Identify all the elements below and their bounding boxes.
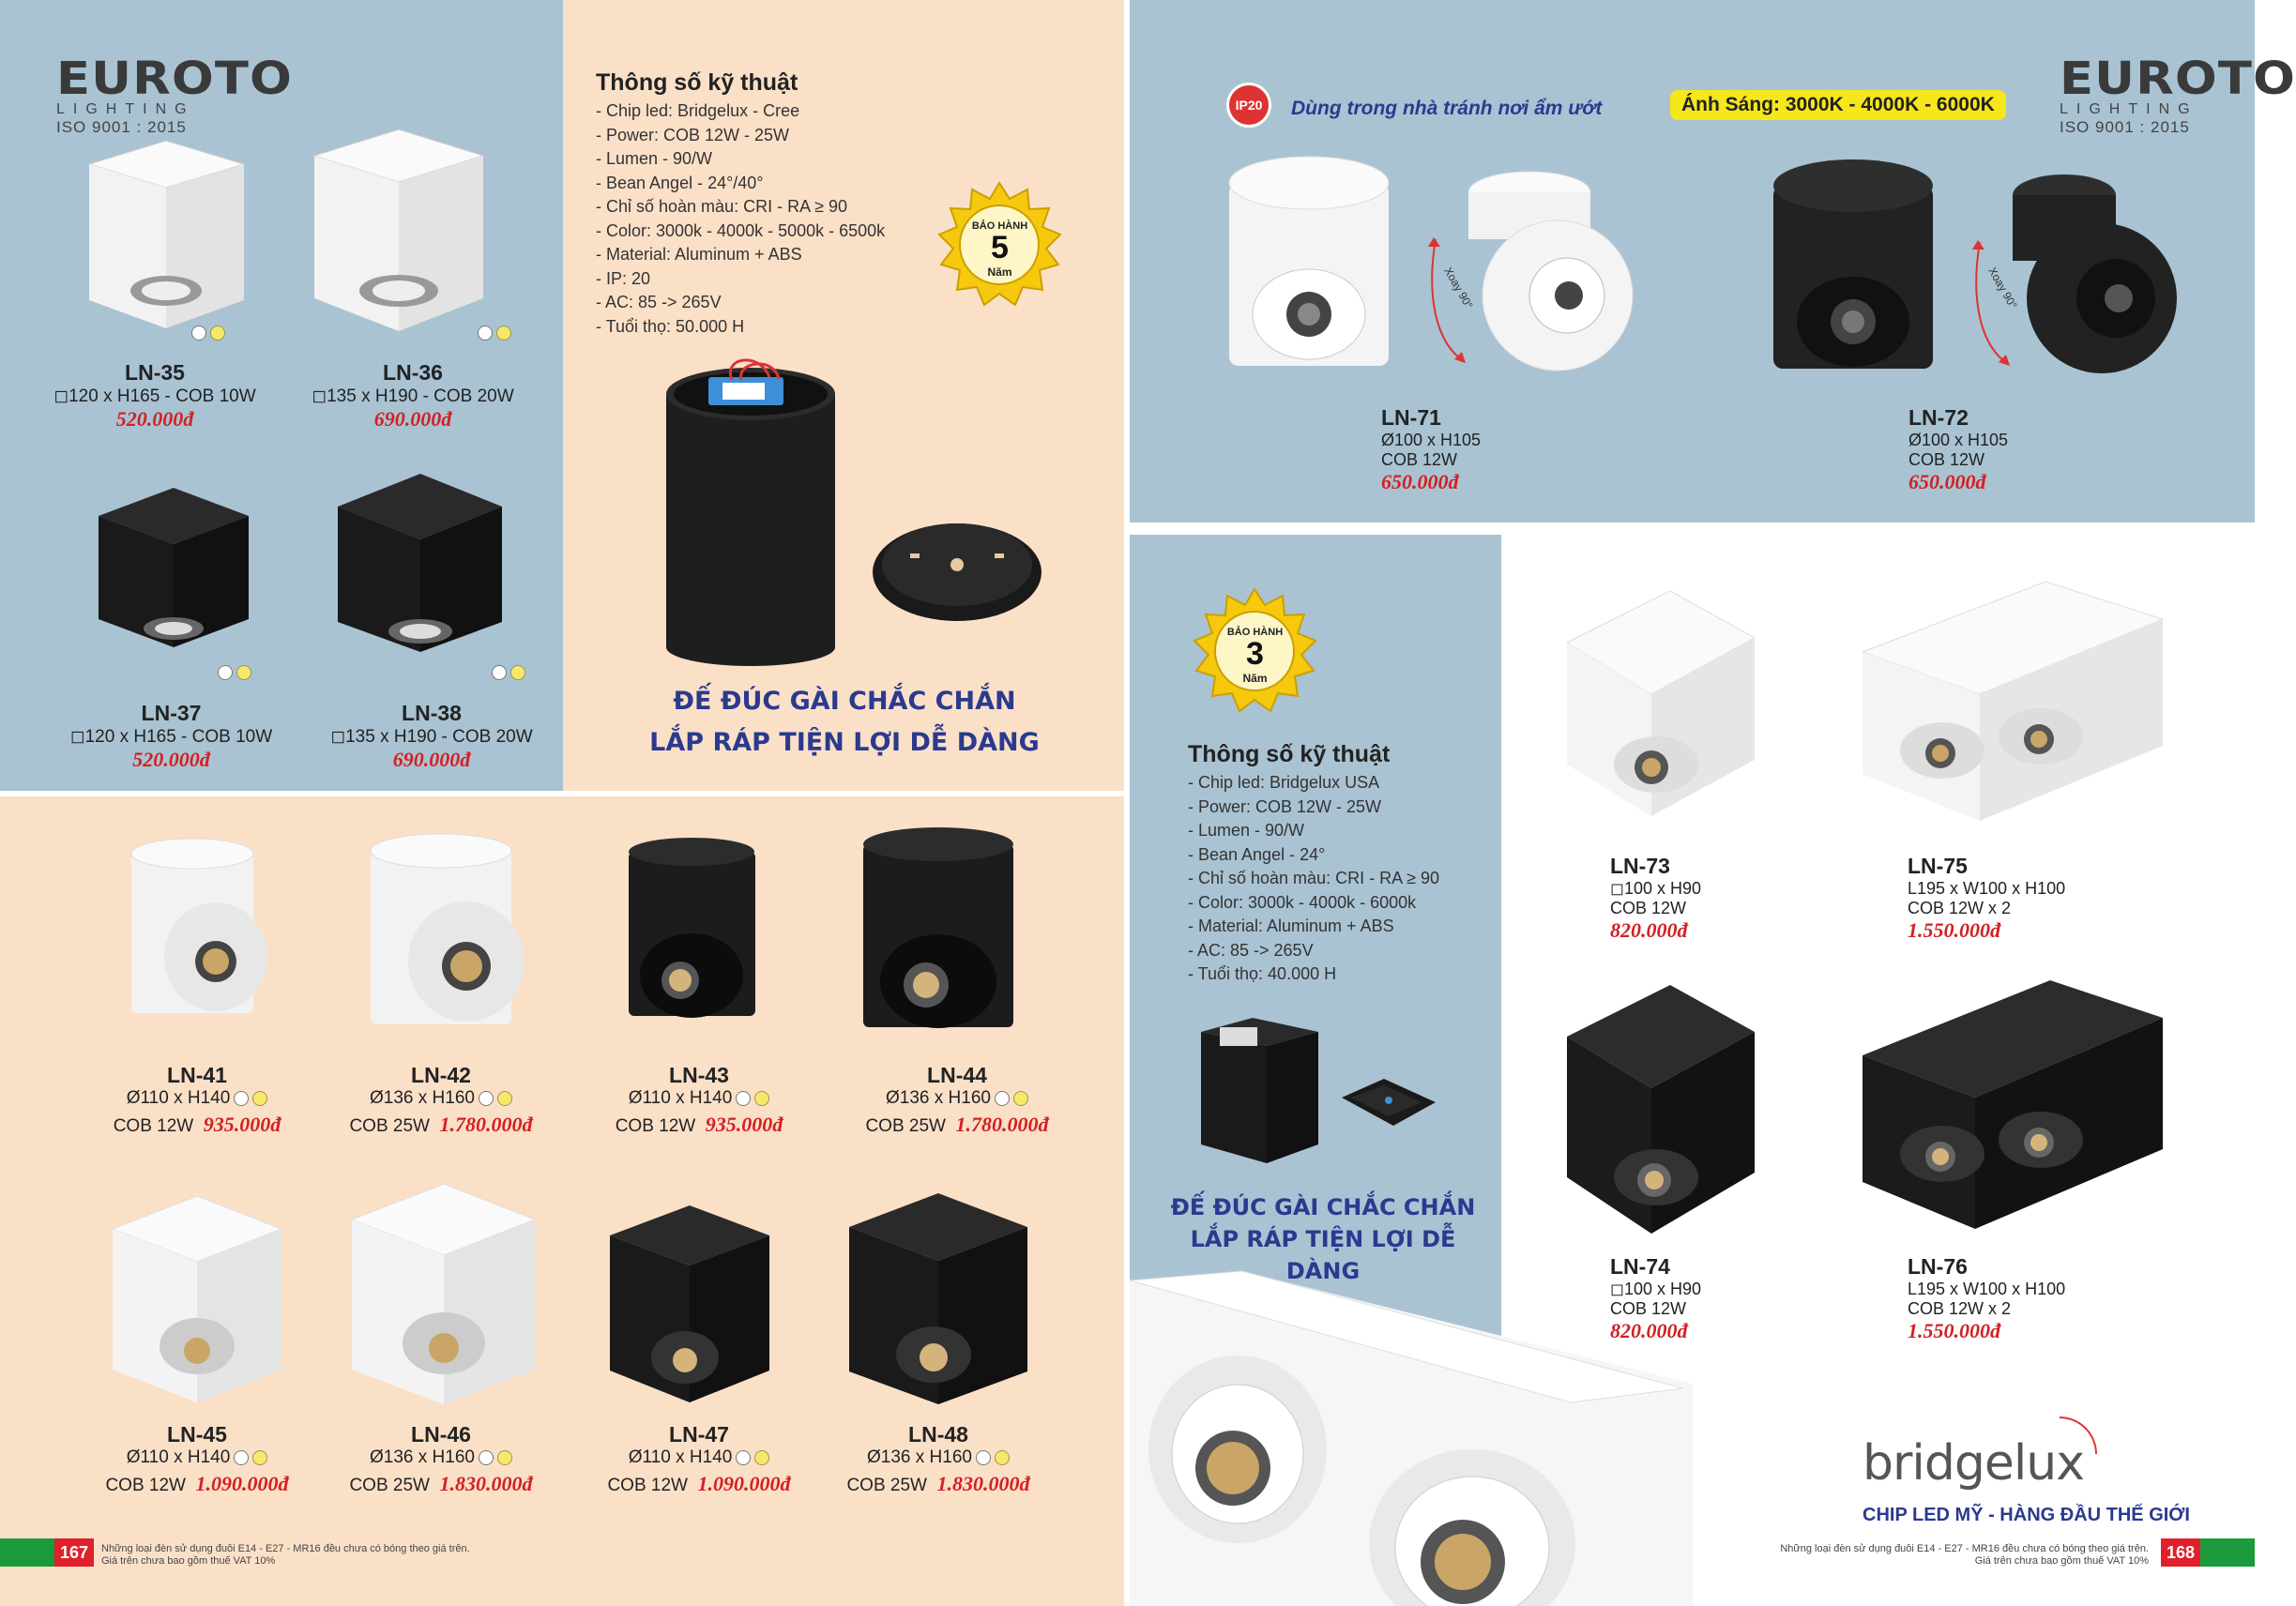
- dims-label: Ø110 x H140: [628, 1447, 733, 1467]
- product-info-ln43: [586, 1063, 812, 1137]
- product-info-ln72: [1908, 405, 2008, 494]
- model-label: LN-74: [1610, 1254, 1670, 1279]
- product-info-ln35: [47, 360, 263, 432]
- price-label: 1.550.000đ: [1908, 1319, 2000, 1342]
- product-image-ln48: [849, 1193, 1027, 1404]
- spec-item: - Power: COB 12W - 25W: [1188, 796, 1382, 816]
- badge-bottom-text: Năm: [1242, 672, 1268, 685]
- warm-option-icon: [510, 665, 525, 680]
- brand-iso: ISO 9001 : 2015: [56, 118, 187, 136]
- white-option-icon: [191, 326, 206, 341]
- dims-label: Ø136 x H160: [886, 1088, 991, 1108]
- product-image-ln38: [338, 474, 502, 652]
- price-label: 690.000đ: [392, 748, 471, 771]
- power-label: COB 25W: [865, 1116, 946, 1136]
- warranty-badge-3: [1192, 589, 1318, 716]
- dims-label: ◻135 x H190 - COB 20W: [330, 727, 533, 747]
- color-options-ln36: [474, 325, 511, 341]
- dims-label: ◻120 x H165 - COB 10W: [69, 727, 273, 747]
- power-label: COB 12W: [1610, 1299, 1687, 1318]
- spec-item: - Chỉ số hoàn màu: CRI - RA ≥ 90: [596, 197, 847, 216]
- dims-label: Ø136 x H160: [370, 1447, 475, 1467]
- brand-sub: LIGHTING: [56, 101, 195, 117]
- dims-label: ◻120 x H165 - COB 10W: [53, 386, 256, 406]
- badge-top-text: BẢO HÀNH: [1226, 627, 1284, 638]
- model-label: LN-73: [1610, 854, 1670, 878]
- price-label: 520.000đ: [115, 407, 194, 431]
- model-label: LN-38: [402, 701, 462, 725]
- spec-item: - Material: Aluminum + ABS: [1188, 917, 1394, 935]
- product-info-ln37: [61, 701, 281, 772]
- white-option-icon: [736, 1091, 751, 1106]
- price-label: 935.000đ: [705, 1113, 783, 1136]
- price-label: 935.000đ: [203, 1113, 281, 1136]
- product-image-cylinder-driver: [657, 356, 1051, 666]
- product-image-ln71: [1220, 155, 1651, 399]
- specs-title: Thông số kỹ thuật: [596, 69, 798, 96]
- badge-top-text: BẢO HÀNH: [971, 220, 1028, 232]
- white-option-icon: [234, 1091, 249, 1106]
- spec-item: - Bean Angel - 24°: [1188, 844, 1326, 864]
- warm-option-icon: [236, 665, 251, 680]
- warm-option-icon: [252, 1091, 267, 1106]
- power-label: COB 12W: [615, 1116, 696, 1136]
- light-temp-label: Ánh Sáng: 3000K - 4000K - 6000K: [1670, 90, 2006, 120]
- price-label: 1.090.000đ: [697, 1472, 791, 1495]
- brand-name: EUROTO: [56, 53, 293, 105]
- power-label: COB 12W: [1908, 450, 1985, 469]
- product-info-ln48: [826, 1422, 1051, 1496]
- brand-logo-left: [56, 53, 293, 137]
- footnote-line: Giá trên chưa bao gồm thuế VAT 10%: [101, 1555, 276, 1567]
- specs-title: Thông số kỹ thuật: [1188, 741, 1391, 767]
- product-image-box-base: [1196, 1018, 1440, 1168]
- dims-label: Ø110 x H140: [126, 1088, 231, 1108]
- price-label: 1.830.000đ: [439, 1472, 533, 1495]
- product-info-ln44: [844, 1063, 1070, 1137]
- product-image-ln75: [1858, 582, 2167, 821]
- dims-label: ◻100 x H90: [1610, 879, 1701, 898]
- brand-iso: ISO 9001 : 2015: [2060, 118, 2190, 136]
- slogan-line: LẮP RÁP TIỆN LỢI DỄ DÀNG: [1190, 1226, 1456, 1284]
- spec-item: - Color: 3000k - 4000k - 6000k: [1188, 892, 1417, 912]
- power-label: COB 12W: [1610, 899, 1687, 917]
- rotate-label: Xoay 90°: [1985, 265, 2020, 311]
- footnote-left: [101, 1543, 664, 1568]
- price-label: 650.000đ: [1908, 470, 1986, 493]
- price-label: 820.000đ: [1610, 1319, 1688, 1342]
- spec-item: - AC: 85 -> 265V: [596, 293, 722, 311]
- white-option-icon: [479, 1450, 494, 1465]
- product-info-ln74: [1610, 1254, 1701, 1343]
- product-info-ln38: [319, 701, 544, 772]
- spec-item: - Material: Aluminum + ABS: [596, 245, 802, 264]
- product-image-ln37: [99, 488, 249, 647]
- spec-item: - Tuổi thọ: 50.000 H: [596, 316, 745, 336]
- power-label: COB 25W: [349, 1116, 430, 1136]
- product-info-ln73: [1610, 854, 1701, 943]
- dims-label: Ø100 x H105: [1381, 431, 1482, 449]
- color-options-ln35: [188, 325, 225, 341]
- specs-block-left: [596, 69, 885, 339]
- page-number-left: 167: [54, 1538, 94, 1567]
- slogan-line: ĐẾ ĐÚC GÀI CHẮC CHẮN: [1170, 1194, 1476, 1220]
- white-option-icon: [234, 1450, 249, 1465]
- product-info-ln42: [328, 1063, 554, 1137]
- product-info-ln47: [582, 1422, 816, 1496]
- product-info-ln41: [84, 1063, 310, 1137]
- white-option-icon: [976, 1450, 991, 1465]
- rotate-label: Xoay 90°: [1441, 265, 1476, 311]
- white-option-icon: [479, 1091, 494, 1106]
- dims-label: Ø110 x H140: [628, 1088, 733, 1108]
- specs-block-right: [1188, 741, 1439, 987]
- ip-text: Dùng trong nhà tránh nơi ẩm ướt: [1291, 98, 1603, 119]
- model-label: LN-43: [669, 1063, 729, 1087]
- warm-option-icon: [210, 326, 225, 341]
- ip20-badge: IP20: [1226, 83, 1271, 128]
- footnote-line: Những loại đèn sử dụng đuôi E14 - E27 - MR16 đều chưa có bóng theo giá trên.: [101, 1543, 470, 1554]
- warm-option-icon: [995, 1450, 1010, 1465]
- warm-option-icon: [1013, 1091, 1028, 1106]
- spec-item: - Lumen - 90/W: [596, 149, 713, 168]
- power-label: COB 25W: [349, 1476, 430, 1495]
- spec-item: - Tuổi thọ: 40.000 H: [1188, 964, 1337, 983]
- color-options-ln37: [214, 664, 251, 681]
- spec-item: - IP: 20: [596, 268, 651, 288]
- price-label: 1.780.000đ: [439, 1113, 533, 1136]
- spec-item: - Chỉ số hoàn màu: CRI - RA ≥ 90: [1188, 869, 1439, 887]
- color-options-ln38: [488, 664, 525, 681]
- price-label: 1.090.000đ: [195, 1472, 289, 1495]
- model-label: LN-42: [411, 1063, 471, 1087]
- model-label: LN-37: [141, 701, 202, 725]
- warm-option-icon: [754, 1450, 769, 1465]
- dims-label: L195 x W100 x H100: [1908, 1280, 2066, 1298]
- product-info-ln75: [1908, 854, 2065, 943]
- model-label: LN-48: [908, 1422, 968, 1447]
- product-image-ln45: [113, 1196, 281, 1402]
- product-info-ln46: [328, 1422, 554, 1496]
- badge-bottom-text: Năm: [987, 265, 1012, 279]
- product-image-ln46: [352, 1184, 535, 1404]
- product-image-ln47: [610, 1205, 769, 1402]
- product-info-ln71: [1381, 405, 1481, 494]
- white-option-icon: [995, 1091, 1010, 1106]
- dims-label: Ø100 x H105: [1908, 431, 2009, 449]
- dims-label: ◻100 x H90: [1610, 1280, 1701, 1298]
- brand-logo-right: [2060, 53, 2296, 137]
- spec-item: - Lumen - 90/W: [1188, 821, 1305, 840]
- model-label: LN-71: [1381, 405, 1441, 430]
- product-info-ln45: [84, 1422, 310, 1496]
- warm-option-icon: [252, 1450, 267, 1465]
- warm-option-icon: [496, 326, 511, 341]
- dims-label: Ø136 x H160: [370, 1088, 475, 1108]
- white-option-icon: [736, 1450, 751, 1465]
- price-label: 690.000đ: [373, 407, 452, 431]
- product-image-ln35: [89, 141, 244, 328]
- warm-option-icon: [497, 1091, 512, 1106]
- spec-item: - Color: 3000k - 4000k - 5000k - 6500k: [596, 220, 886, 240]
- power-label: COB 25W: [846, 1476, 927, 1495]
- product-image-ln43: [624, 835, 765, 1032]
- product-image-closeup: [1130, 1271, 1693, 1606]
- price-label: 650.000đ: [1381, 470, 1459, 493]
- power-label: COB 12W x 2: [1908, 899, 2012, 917]
- power-label: COB 12W: [607, 1476, 688, 1495]
- spec-item: - Bean Angel - 24°/40°: [596, 173, 764, 192]
- slogan-line: ĐẾ ĐÚC GÀI CHẮC CHẮN: [673, 687, 1016, 716]
- power-label: COB 12W: [105, 1476, 186, 1495]
- product-info-ln76: [1908, 1254, 2065, 1343]
- slogan-line: LẮP RÁP TIỆN LỢI DỄ DÀNG: [649, 728, 1040, 757]
- power-label: COB 12W: [1381, 450, 1458, 469]
- warranty-badge-5: [936, 183, 1063, 310]
- dims-label: ◻135 x H190 - COB 20W: [312, 386, 514, 406]
- model-label: LN-75: [1908, 854, 1968, 878]
- footnote-right: [1773, 1543, 2149, 1568]
- model-label: LN-44: [927, 1063, 987, 1087]
- model-label: LN-36: [383, 360, 443, 385]
- price-label: 1.780.000đ: [955, 1113, 1049, 1136]
- footnote-line: Những loại đèn sử dụng đuôi E14 - E27 - MR16 đều chưa có bóng theo giá trên.: [1780, 1543, 2149, 1554]
- price-label: 1.830.000đ: [936, 1472, 1030, 1495]
- bridgelux-tagline: CHIP LED MỸ - HÀNG ĐẦU THẾ GIỚI: [1863, 1505, 2190, 1525]
- product-info-ln36: [300, 360, 525, 432]
- product-image-ln36: [314, 129, 483, 331]
- spec-item: - Chip led: Bridgelux - Cree: [596, 101, 800, 120]
- model-label: LN-41: [167, 1063, 227, 1087]
- dims-label: Ø136 x H160: [867, 1447, 972, 1467]
- footnote-line: Giá trên chưa bao gồm thuế VAT 10%: [1974, 1555, 2149, 1567]
- product-image-ln42: [361, 830, 535, 1046]
- model-label: LN-47: [669, 1422, 729, 1447]
- dims-label: L195 x W100 x H100: [1908, 879, 2066, 898]
- model-label: LN-45: [167, 1422, 227, 1447]
- model-label: LN-35: [125, 360, 185, 385]
- white-option-icon: [492, 665, 507, 680]
- warm-option-icon: [754, 1091, 769, 1106]
- badge-number: 5: [991, 230, 1009, 265]
- model-label: LN-72: [1908, 405, 1969, 430]
- product-image-ln72: [1764, 158, 2205, 402]
- product-image-ln74: [1562, 985, 1759, 1234]
- warm-option-icon: [497, 1450, 512, 1465]
- power-label: COB 12W x 2: [1908, 1299, 2012, 1318]
- product-image-ln73: [1558, 591, 1759, 816]
- spec-item: - AC: 85 -> 265V: [1188, 940, 1314, 960]
- spec-item: - Power: COB 12W - 25W: [596, 125, 790, 144]
- model-label: LN-46: [411, 1422, 471, 1447]
- spec-item: - Chip led: Bridgelux USA: [1188, 773, 1380, 792]
- power-label: COB 12W: [113, 1116, 194, 1136]
- product-image-ln44: [859, 824, 1023, 1044]
- model-label: LN-76: [1908, 1254, 1968, 1279]
- page-number-right: 168: [2161, 1538, 2200, 1567]
- product-image-ln41: [122, 835, 281, 1032]
- slogan-left: [601, 681, 1088, 764]
- white-option-icon: [218, 665, 233, 680]
- badge-number: 3: [1246, 636, 1264, 672]
- product-image-ln76: [1858, 980, 2167, 1229]
- price-label: 1.550.000đ: [1908, 918, 2000, 942]
- white-option-icon: [478, 326, 493, 341]
- dims-label: Ø110 x H140: [126, 1447, 231, 1467]
- bridgelux-logo: bridgelux: [1863, 1435, 2085, 1492]
- brand-sub: LIGHTING: [2060, 101, 2198, 117]
- price-label: 820.000đ: [1610, 918, 1688, 942]
- bridgelux-swoosh-icon: [2060, 1417, 2097, 1454]
- price-label: 520.000đ: [132, 748, 210, 771]
- brand-name: EUROTO: [2060, 53, 2296, 105]
